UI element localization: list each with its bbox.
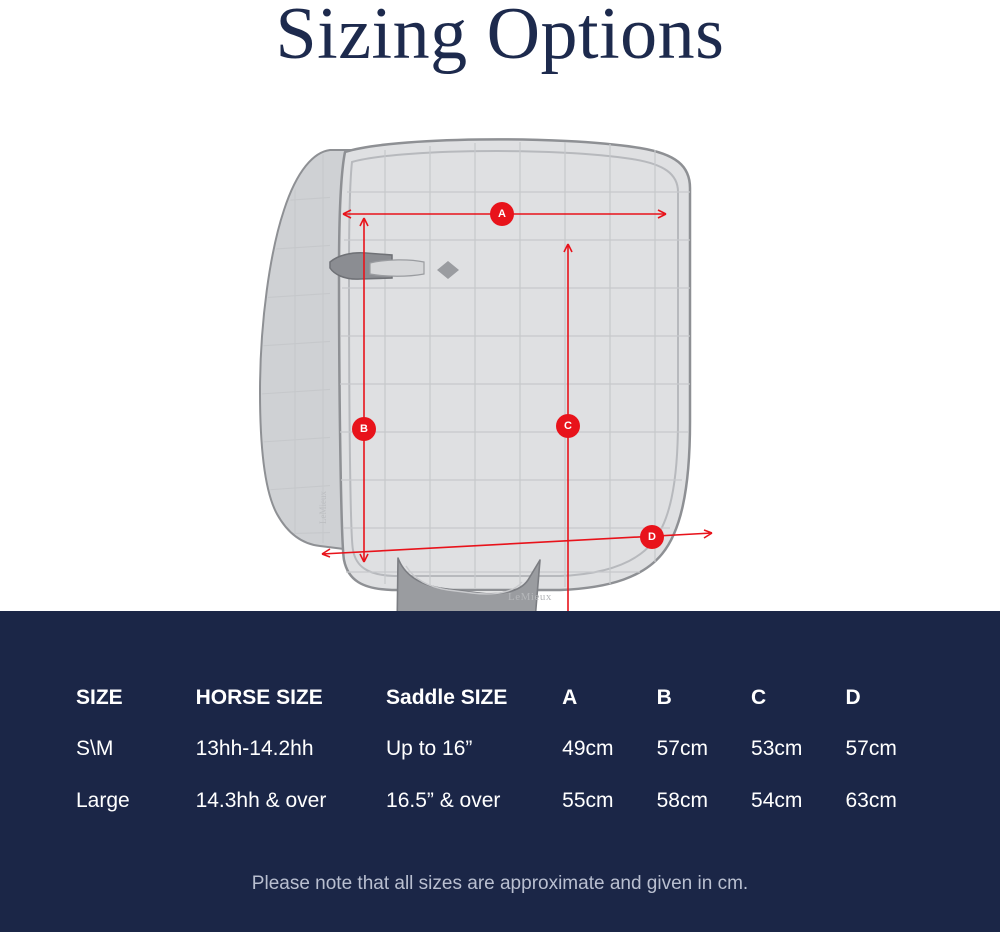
cell-c: 53cm xyxy=(751,737,803,760)
cell-horse-size: 13hh-14.2hh xyxy=(195,737,314,760)
cell-saddle-size: Up to 16” xyxy=(386,737,473,760)
measurement-marker-b: B xyxy=(353,418,375,440)
sizing-note: Please note that all sizes are approximate and given in cm. xyxy=(251,873,749,894)
column-header-b: B xyxy=(656,686,672,709)
cell-c: 54cm xyxy=(751,789,803,812)
column-header-c: C xyxy=(751,686,767,709)
column-header-size: SIZE xyxy=(76,686,123,709)
column-header-saddle-size: Saddle SIZE xyxy=(386,686,508,709)
table-header-row xyxy=(60,673,940,723)
cell-saddle-size: 16.5” & over xyxy=(386,789,501,812)
cell-d: 63cm xyxy=(845,789,897,812)
svg-text:LeMieux: LeMieux xyxy=(508,591,552,603)
column-header-horse-size: HORSE SIZE xyxy=(195,686,323,709)
cell-size: S\M xyxy=(76,737,114,760)
measurement-marker-d: D xyxy=(641,526,663,548)
cell-d: 57cm xyxy=(845,737,897,760)
title-area xyxy=(0,0,1000,92)
svg-text:LeMieux: LeMieux xyxy=(318,491,328,524)
page-title: Sizing Options xyxy=(275,0,725,75)
cell-horse-size: 14.3hh & over xyxy=(195,789,327,812)
sizing-table-panel xyxy=(0,611,1000,932)
cell-b: 57cm xyxy=(656,737,708,760)
table-row xyxy=(60,775,940,827)
column-header-d: D xyxy=(845,686,861,709)
cell-a: 49cm xyxy=(562,737,614,760)
measurement-marker-c: C xyxy=(557,415,579,437)
saddle-pad-diagram xyxy=(0,92,1000,611)
cell-a: 55cm xyxy=(562,789,614,812)
table-row xyxy=(60,723,940,775)
measurement-marker-a: A xyxy=(491,203,513,225)
column-header-a: A xyxy=(562,686,578,709)
saddle-pad-illustration xyxy=(0,92,1000,611)
cell-size: Large xyxy=(76,789,130,812)
cell-b: 58cm xyxy=(656,789,708,812)
sizing-table xyxy=(60,673,940,827)
